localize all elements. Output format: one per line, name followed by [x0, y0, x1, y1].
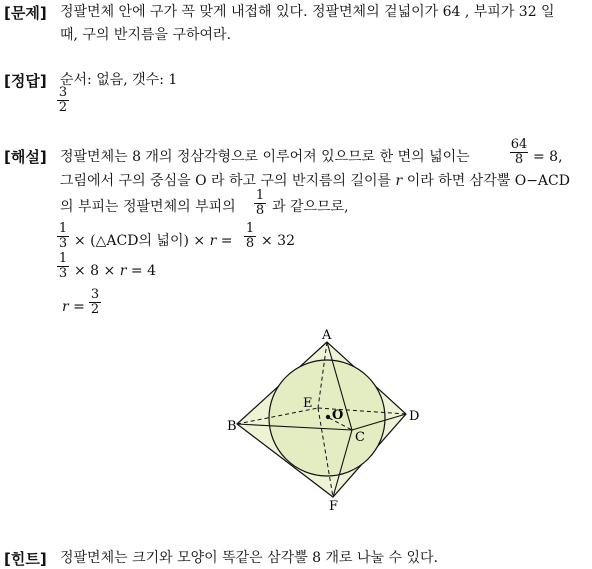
- fraction-denominator: 8: [245, 236, 255, 251]
- fraction-numerator: 64: [510, 137, 528, 152]
- solution-line-2-text: 그림에서 구의 중심을 O 라 하고 구의 반지름의 길이를: [60, 173, 392, 189]
- vertex-label-E: E: [303, 396, 313, 411]
- answer-fraction-numerator: 3: [58, 85, 68, 100]
- equals-sign: =: [73, 299, 85, 315]
- volume-ratio-fraction: [253, 189, 267, 218]
- problem-line-1: 정팔면체 안에 구가 꼭 맞게 내접해 있다. 정팔면체의 겉넓이가 64 , 부피가 32 일: [60, 4, 555, 20]
- eq2-fraction: [56, 252, 70, 281]
- center-label-O: O: [332, 408, 344, 423]
- equation-2: [74, 262, 156, 280]
- vertex-label-C: C: [355, 430, 365, 445]
- eq1-fraction-a: [56, 222, 70, 251]
- eq1-middle: × (△ACD의 넓이) ×: [74, 233, 206, 249]
- eq1-fraction-b: [243, 222, 257, 251]
- eq3-fraction: [88, 288, 102, 317]
- octahedron-figure: [220, 325, 430, 515]
- problem-label: [문제]: [4, 4, 47, 22]
- fraction-numerator: 1: [255, 188, 265, 203]
- vertex-label-A: A: [322, 328, 332, 343]
- radius-variable: r: [209, 233, 217, 249]
- solution-line-3a: 의 부피는 정팔면체의 부피의: [60, 199, 236, 215]
- equation-3: [62, 298, 85, 316]
- face-area-fraction: [509, 138, 529, 167]
- eq2-middle: × 8 ×: [74, 263, 116, 279]
- solution-line-3b: 과 같으므로,: [272, 199, 349, 215]
- fraction-denominator: 3: [58, 266, 68, 281]
- equation-1: [74, 232, 232, 250]
- vertex-label-F: F: [329, 499, 339, 514]
- solution-line-1: 정팔면체는 8 개의 정삼각형으로 이루어져 있으므로 한 면의 넓이는: [60, 149, 470, 165]
- answer-label: [정답]: [4, 72, 47, 90]
- answer-text: 순서: 없음, 갯수: 1: [60, 72, 178, 88]
- eq2-tail: = 4: [130, 263, 156, 279]
- problem-line-2: 때, 구의 반지름을 구하여라.: [60, 27, 232, 43]
- eq1-tail: × 32: [261, 233, 295, 249]
- equals-sign: =: [220, 233, 233, 249]
- answer-fraction: [56, 86, 70, 115]
- fraction-denominator: 2: [90, 302, 100, 317]
- radius-variable: r: [395, 173, 403, 189]
- solution-line-2-text-b: 이라 하면 삼각뿔 O−ACD: [406, 173, 570, 189]
- hint-label: [힌트]: [4, 550, 47, 568]
- answer-fraction-denominator: 2: [58, 100, 68, 115]
- fraction-denominator: 3: [58, 236, 68, 251]
- fraction-numerator: 1: [245, 221, 255, 236]
- radius-variable: r: [62, 299, 69, 315]
- vertex-label-B: B: [227, 419, 237, 434]
- fraction-numerator: 3: [90, 287, 100, 302]
- solution-line-1-tail: = 8,: [533, 149, 563, 165]
- fraction-denominator: 8: [514, 152, 524, 167]
- solution-label: [해설]: [4, 148, 47, 166]
- vertex-label-D: D: [409, 409, 420, 424]
- radius-variable: r: [119, 263, 127, 279]
- fraction-denominator: 8: [255, 203, 265, 218]
- solution-line-2: [60, 172, 570, 190]
- fraction-numerator: 1: [58, 251, 68, 266]
- hint-text: 정팔면체는 크기와 모양이 똑같은 삼각뿔 8 개로 나눌 수 있다.: [60, 550, 438, 566]
- fraction-numerator: 1: [58, 221, 68, 236]
- center-point-O: [326, 415, 330, 419]
